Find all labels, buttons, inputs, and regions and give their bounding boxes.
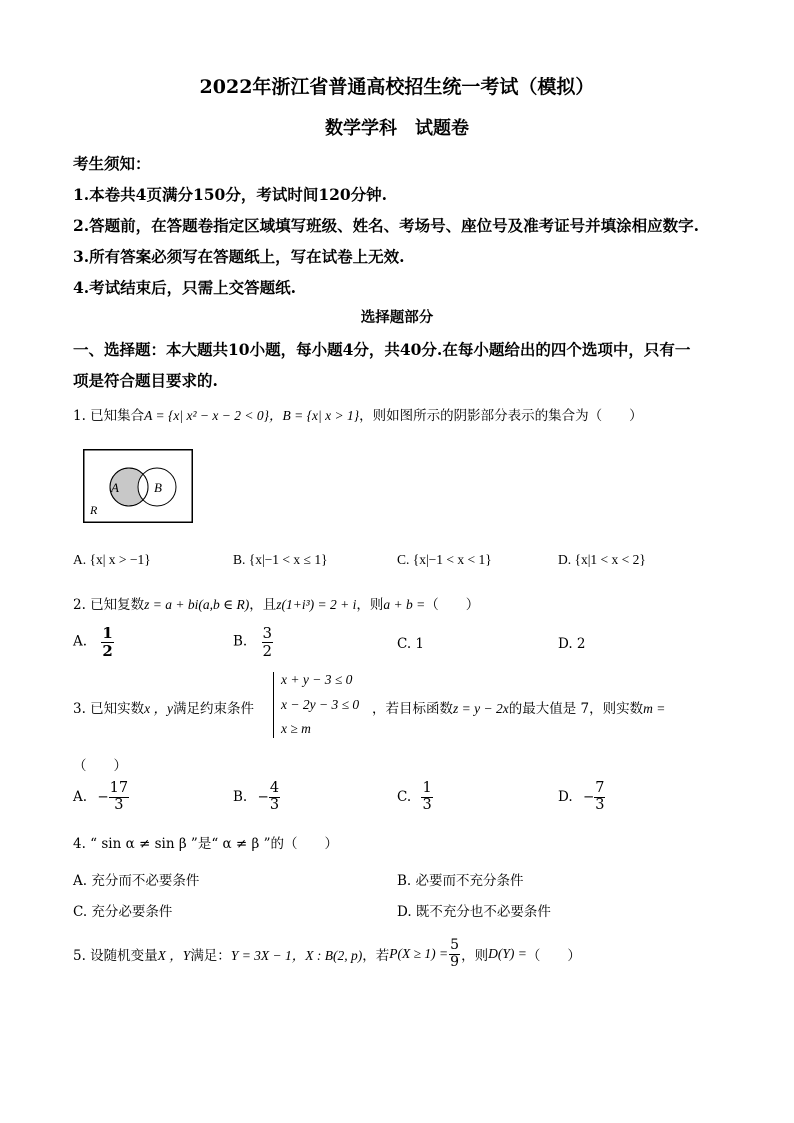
q1-option-b: B. {x|−1 < x ≤ 1} [233, 552, 328, 567]
q5-paren: （ ） [526, 948, 581, 964]
q3-a-fraction [109, 781, 129, 814]
q4-option-b: B. 必要而不充分条件 [397, 873, 524, 889]
q3-c-den: 3 [422, 796, 432, 813]
q5-vars: X ，Y [157, 948, 191, 963]
q3-mid2: ，若目标函数 [372, 701, 453, 717]
q1-set-a: A = {x| x² − x − 2 < 0} [144, 408, 270, 423]
q1-option-d: D. {x|1 < x < 2} [558, 552, 646, 567]
q3-rest [372, 697, 665, 717]
notice-item-3: 3.所有答案必须写在答题纸上，写在试卷上无效. [73, 247, 405, 266]
q2-prefix: 2. 已知复数 [73, 597, 145, 613]
q3-a-label: A. [73, 788, 88, 805]
q2-option-a [73, 625, 114, 659]
q2-option-b-fraction [262, 625, 274, 659]
q2-option-c: C. 1 [397, 636, 425, 652]
q3-vars: x ，y [144, 701, 174, 716]
q2-mid2: ，则 [356, 597, 384, 613]
q3-option-a [73, 781, 129, 814]
q2-suffix: （ ） [425, 597, 480, 613]
q3-c-fraction [421, 781, 432, 814]
q2-mid: ，且 [249, 597, 277, 613]
q5-fraction [449, 938, 460, 970]
q3-b-fraction [269, 781, 280, 814]
q3-mid: 满足约束条件 [173, 701, 255, 717]
q3-a-sign: − [97, 788, 109, 805]
section-heading: 选择题部分 [360, 309, 434, 326]
section-desc-2: 项是符合题目要求的. [73, 371, 218, 390]
notice-item-4: 4.考试结束后，只需上交答题纸. [73, 278, 297, 297]
q3-lead [73, 697, 254, 717]
q3-d-num: 7 [595, 780, 605, 796]
q2-option-a-fraction [101, 625, 113, 659]
q5-den: 9 [450, 953, 460, 970]
q5-mid: 满足： [190, 948, 231, 964]
q3-m: m = [643, 701, 666, 716]
q2-option-a-label: A. [73, 633, 88, 650]
q2-a-num: 1 [102, 624, 113, 642]
q3-d-sign: − [582, 788, 595, 805]
question-4: 4. “ sin α ≠ sin β ”是“ α ≠ β ”的（ ） [73, 836, 339, 852]
venn-diagram [83, 449, 193, 523]
exam-subtitle: 数学学科 试题卷 [325, 118, 469, 139]
q2-a-den: 2 [102, 641, 113, 660]
venn-label-a: A [111, 480, 119, 495]
q5-ask: D(Y) = [488, 946, 527, 961]
q3-c-num: 1 [422, 780, 432, 796]
q1-option-a: A. {x| x > −1} [73, 552, 151, 567]
q5-mid2: ，若 [362, 948, 390, 964]
q2-b-den: 2 [262, 641, 273, 660]
q2-option-b [233, 625, 273, 659]
q3-b-label: B. [233, 788, 248, 805]
notice-item-2: 2.答题前，在答题卷指定区域填写班级、姓名、考场号、座位号及准考证号并填涂相应数字. [73, 216, 700, 235]
q3-option-d [558, 781, 605, 814]
q3-paren: （ ） [73, 758, 127, 774]
q5-num: 5 [450, 937, 460, 954]
q3-b-sign: − [257, 788, 269, 805]
q3-obj: z = y − 2x [453, 701, 509, 716]
q3-option-b [233, 781, 280, 814]
q1-set-b: ，B = {x| x > 1} [269, 408, 360, 423]
q2-option-d: D. 2 [558, 636, 586, 652]
q5-suffix: ，则 [461, 948, 489, 964]
question-5 [73, 936, 581, 972]
q4-option-a: A. 充分而不必要条件 [73, 873, 200, 889]
q3-b-den: 3 [269, 796, 280, 813]
q5-prefix: 5. 设随机变量 [73, 948, 158, 964]
q3-d-fraction [594, 781, 605, 814]
q3-a-num: 17 [109, 780, 129, 796]
q3-b-num: 4 [269, 780, 280, 796]
venn-svg [83, 449, 193, 523]
venn-label-r: R [90, 503, 98, 517]
venn-label-b: B [154, 480, 162, 495]
q3-option-c [397, 781, 433, 814]
q1-suffix: ，则如图所示的阴影部分表示的集合为（ ） [359, 408, 643, 424]
exam-title: 2022年浙江省普通高校招生统一考试（模拟） [199, 76, 595, 98]
q2-option-b-label: B. [233, 633, 248, 650]
q5-rel: Y = 3X − 1，X : B(2, p) [230, 948, 363, 963]
q3-suffix: 的最大值是 7，则实数 [508, 701, 644, 717]
q4-option-d: D. 既不充分也不必要条件 [397, 904, 551, 920]
question-1 [73, 404, 643, 424]
q5-prob: P(X ≥ 1) = [389, 946, 449, 961]
q3-d-den: 3 [595, 796, 605, 813]
q2-eq: z(1+i³) = 2 + i [276, 597, 357, 612]
q2-b-num: 3 [262, 624, 273, 642]
question-2 [73, 593, 479, 613]
q3-brace [273, 672, 274, 738]
q3-c-label: C. [397, 788, 412, 805]
q1-option-c: C. {x|−1 < x < 1} [397, 552, 492, 567]
q3-prefix: 3. 已知实数 [73, 701, 145, 717]
q3-a-den: 3 [114, 796, 124, 813]
q3-constraint-1: x + y − 3 ≤ 0 [281, 672, 353, 687]
q1-prefix: 1. 已知集合 [73, 408, 145, 424]
q3-d-label: D. [558, 788, 573, 805]
notice-item-1: 1.本卷共4页满分150分，考试时间120分钟. [73, 185, 388, 204]
q2-z: z = a + bi(a,b ∈ R) [144, 597, 250, 612]
notice-heading: 考生须知： [73, 154, 151, 173]
section-desc-1: 一、选择题：本大题共10小题，每小题4分，共40分.在每小题给出的四个选项中，只有一 [73, 340, 691, 359]
q4-option-c: C. 充分必要条件 [73, 904, 173, 920]
q3-constraint-2: x − 2y − 3 ≤ 0 [281, 697, 360, 712]
q3-constraint-3: x ≥ m [281, 721, 311, 736]
q2-ask: a + b = [383, 597, 426, 612]
